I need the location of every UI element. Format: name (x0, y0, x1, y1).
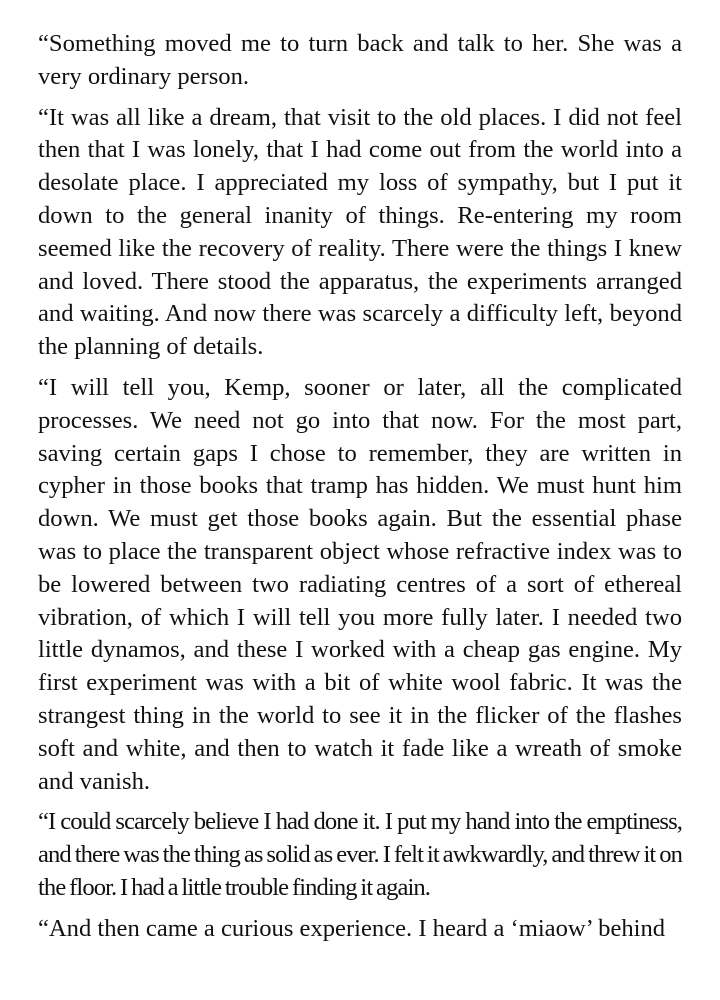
book-page (38, 28, 682, 954)
paragraph-5: “And then came a curious experience. I heard a ‘miaow’ behind (38, 914, 666, 942)
paragraph-2: “It was all like a dream, that visit to the old places. I did not feel then that I was lonely, that I had come out from the world into a desolate place. I appreciated my loss of sympathy, but I put it down to the general inanity of things. Re-entering my room seemed like the recovery of reality. There were the things I knew and loved. There stood the apparatus, the experiments arranged and waiting. And now there was scarcely a difficulty left, beyond the planning of details. (38, 103, 682, 361)
paragraph-4: “I could scarcely believe I had done it. I put my hand into the emptiness, and there was the thing as solid as ever. I felt it awkwardly, and threw it on the floor. I had a little trouble finding it again. (38, 808, 682, 901)
paragraph-1: “Something moved me to turn back and talk to her. She was a very ordinary person. (38, 30, 682, 90)
paragraph-3: “I will tell you, Kemp, sooner or later, all the complicated processes. We need not go into that now. For the most part, saving certain gaps I chose to remember, they are written in cypher in those books that tramp has hidden. We must hunt him down. We must get those books again. But the essential phase was to place the transparent object whose refractive index was to be lowered between two radiating centres of a sort of ethereal vibration, of which I will tell you more fully later. I needed two little dynamos, and these I worked with a cheap gas engine. My first experiment was with a bit of white wool fabric. It was the strangest thing in the world to see it in the flicker of the flashes soft and white, and then to watch it fade like a wreath of smoke and vanish. (38, 373, 682, 795)
